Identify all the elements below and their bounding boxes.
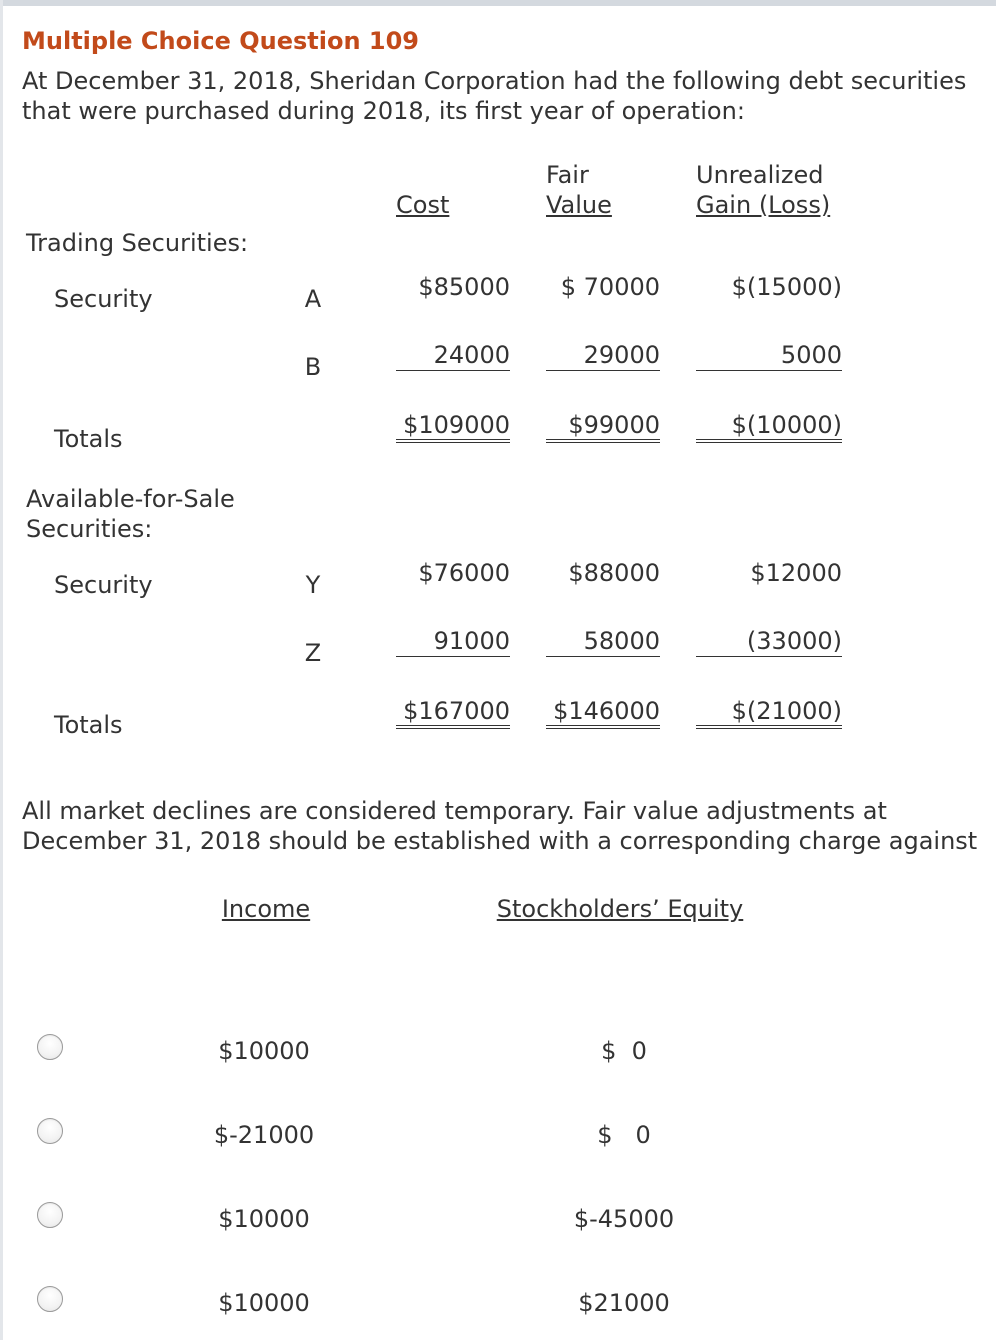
- option-1-radio[interactable]: [37, 1034, 63, 1060]
- subtotal-rule-gain: [696, 370, 842, 371]
- option-2-income: $-21000: [213, 1121, 315, 1149]
- header-fair-bottom: Value: [546, 191, 612, 219]
- gain-loss-z: (33000): [746, 627, 842, 655]
- option-2-radio[interactable]: [37, 1118, 63, 1144]
- answer-header-income: Income: [221, 895, 311, 923]
- trading-total-gain: $(10000): [731, 411, 842, 439]
- afs-total-gain: $(21000): [731, 697, 842, 725]
- afs-security-label: Security: [54, 571, 153, 599]
- trading-total-cost: $109000: [403, 411, 510, 439]
- security-letter-y: Y: [305, 571, 321, 599]
- subtotal-rule-fair: [546, 656, 660, 657]
- total-rule-fair: [546, 439, 660, 443]
- security-letter-z: Z: [304, 639, 322, 667]
- option-4-equity: $21000: [578, 1289, 670, 1317]
- subtotal-rule-cost: [396, 656, 510, 657]
- followup-line-2: December 31, 2018 should be established with a corresponding charge against: [22, 827, 978, 855]
- header-unrealized-top: Unrealized: [696, 161, 824, 189]
- option-4-income: $10000: [218, 1289, 310, 1317]
- fair-value-a: $ 70000: [560, 273, 660, 301]
- fair-value-y: $88000: [568, 559, 660, 587]
- trading-security-label: Security: [54, 285, 153, 313]
- subtotal-rule-cost: [396, 370, 510, 371]
- option-3-equity: $-45000: [573, 1205, 675, 1233]
- followup-line-1: All market declines are considered temporary. Fair value adjustments at: [22, 797, 887, 825]
- header-cost: Cost: [396, 191, 450, 219]
- question-title: Multiple Choice Question 109: [22, 27, 419, 55]
- total-rule-fair: [546, 725, 660, 729]
- option-3-radio[interactable]: [37, 1202, 63, 1228]
- answer-header-equity: Stockholders’ Equity: [496, 895, 744, 923]
- afs-heading-line-1: Available-for-Sale: [26, 485, 235, 513]
- left-border: [0, 0, 3, 1340]
- option-3-income: $10000: [218, 1205, 310, 1233]
- option-1-equity: $ 0: [601, 1037, 647, 1065]
- security-letter-a: A: [304, 285, 322, 313]
- header-unrealized-bottom: Gain (Loss): [696, 191, 831, 219]
- trading-totals-label: Totals: [54, 425, 123, 453]
- total-rule-cost: [396, 725, 510, 729]
- gain-loss-a: $(15000): [731, 273, 842, 301]
- subtotal-rule-gain: [696, 656, 842, 657]
- option-1-income: $10000: [218, 1037, 310, 1065]
- top-border: [0, 0, 996, 6]
- fair-value-b: 29000: [583, 341, 660, 369]
- cost-b: 24000: [433, 341, 510, 369]
- cost-z: 91000: [433, 627, 510, 655]
- fair-value-z: 58000: [583, 627, 660, 655]
- afs-total-cost: $167000: [403, 697, 510, 725]
- cost-y: $76000: [418, 559, 510, 587]
- question-stem-line-1: At December 31, 2018, Sheridan Corporation had the following debt securities: [22, 67, 967, 95]
- header-fair-top: Fair: [546, 161, 589, 189]
- gain-loss-y: $12000: [750, 559, 842, 587]
- question-stem-line-2: that were purchased during 2018, its first year of operation:: [22, 97, 745, 125]
- option-2-equity: $ 0: [597, 1121, 651, 1149]
- subtotal-rule-fair: [546, 370, 660, 371]
- trading-heading: Trading Securities:: [26, 229, 249, 257]
- total-rule-gain: [696, 439, 842, 443]
- option-4-radio[interactable]: [37, 1286, 63, 1312]
- security-letter-b: B: [304, 353, 322, 381]
- afs-heading-line-2: Securities:: [26, 515, 153, 543]
- total-rule-cost: [396, 439, 510, 443]
- afs-total-fair: $146000: [553, 697, 660, 725]
- afs-totals-label: Totals: [54, 711, 123, 739]
- gain-loss-b: 5000: [780, 341, 842, 369]
- total-rule-gain: [696, 725, 842, 729]
- trading-total-fair: $99000: [568, 411, 660, 439]
- cost-a: $85000: [418, 273, 510, 301]
